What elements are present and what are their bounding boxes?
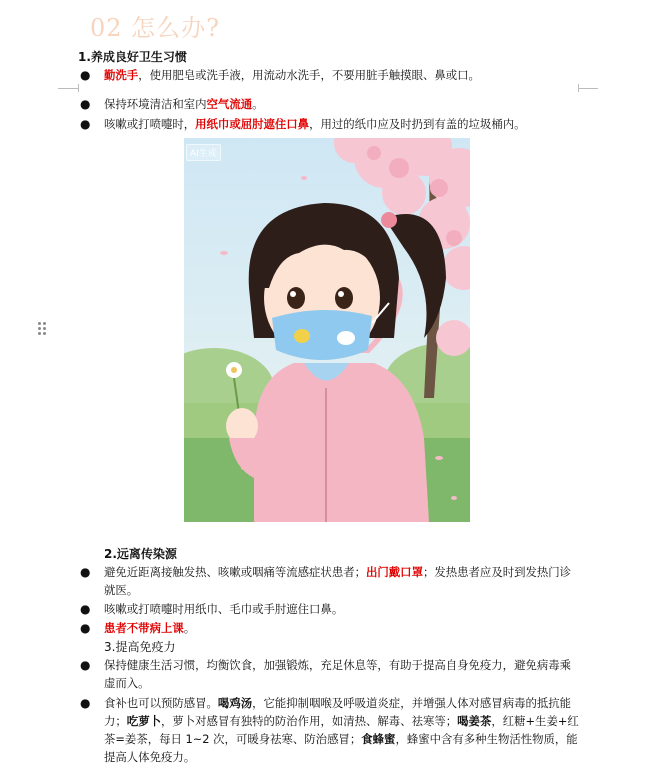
item-text: 咳嗽或打喷嚏时用纸巾、毛巾或手肘遮住口鼻。 bbox=[104, 602, 344, 616]
bullet-icon: ● bbox=[80, 658, 91, 672]
list-item bbox=[80, 563, 580, 599]
item-text: ，它能抑制咽喉及呼吸道炎症，并增强人体对感冒病毒的抵抗能力； bbox=[104, 696, 572, 728]
margin-mark bbox=[58, 88, 78, 89]
list-item bbox=[80, 694, 580, 766]
bullet-icon: ● bbox=[80, 97, 91, 111]
section-heading-hygiene: 1.养成良好卫生习惯 bbox=[78, 50, 187, 64]
bullet-icon: ● bbox=[80, 621, 91, 635]
margin-mark bbox=[78, 84, 79, 92]
emphasis-text: 患者不带病上课 bbox=[104, 621, 184, 635]
item-text: 咳嗽或打喷嚏时， bbox=[104, 117, 196, 131]
emphasis-text: 出门戴口罩 bbox=[366, 565, 423, 579]
girl-with-mask-illustration bbox=[184, 138, 470, 522]
emphasis-text: 用纸巾或屈肘遮住口鼻 bbox=[195, 117, 310, 131]
emphasis-text: 喝鸡汤 bbox=[217, 696, 253, 710]
item-text: 保持环境清洁和室内 bbox=[104, 97, 207, 111]
margin-mark bbox=[578, 84, 579, 92]
item-text: 。 bbox=[183, 621, 196, 635]
list-item bbox=[80, 115, 580, 133]
item-text: ，萝卜对感冒有独特的防治作用，如清热、解毒、祛寒等； bbox=[160, 714, 458, 728]
item-text: 食补也可以预防感冒。 bbox=[104, 696, 218, 710]
item-text: ；发热患者应及时到发热门诊就医。 bbox=[104, 565, 572, 597]
list-item bbox=[80, 619, 580, 637]
emphasis-text: 食蜂蜜 bbox=[361, 732, 396, 746]
ai-generated-badge: AI生成 bbox=[186, 144, 221, 161]
item-text: 避免近距离接触发热、咳嗽或咽痛等流感症状患者； bbox=[104, 565, 366, 579]
item-text: ，红糖+生姜+红茶=姜茶，每日 1~2 次，可暖身祛寒、防治感冒； bbox=[104, 714, 579, 746]
item-text: ，使用肥皂或洗手液，用流动水洗手，不要用脏手触摸眼、鼻或口。 bbox=[138, 68, 480, 82]
bullet-icon: ● bbox=[80, 117, 91, 131]
emphasis-text: 喝姜茶 bbox=[457, 714, 492, 728]
item-text: ，用过的纸巾应及时扔到有盖的垃圾桶内。 bbox=[309, 117, 526, 131]
bullet-icon: ● bbox=[80, 602, 91, 616]
bullet-icon: ● bbox=[80, 565, 91, 579]
item-text: 保持健康生活习惯，均衡饮食，加强锻炼，充足休息等，有助于提高自身免疫力，避免病毒乘虚而入。 bbox=[104, 658, 572, 690]
drag-handle-icon[interactable] bbox=[38, 322, 48, 338]
list-item bbox=[80, 95, 580, 113]
section-heading-immunity: 3.提高免疫力 bbox=[104, 640, 176, 654]
margin-mark bbox=[578, 88, 598, 89]
list-item bbox=[80, 66, 580, 84]
bullet-icon: ● bbox=[80, 68, 91, 82]
item-text: 。 bbox=[252, 97, 264, 111]
emphasis-text: 空气流通 bbox=[206, 97, 253, 111]
item-text: ，蜂蜜中含有多种生物活性物质，能提高人体免疫力。 bbox=[104, 732, 578, 764]
section-heading-avoid-source: 2.远离传染源 bbox=[104, 547, 177, 561]
bullet-icon: ● bbox=[80, 696, 91, 710]
list-item bbox=[80, 656, 580, 692]
illustration-image bbox=[184, 138, 470, 522]
emphasis-text: 勤洗手 bbox=[104, 68, 139, 82]
list-item bbox=[80, 600, 580, 618]
page-title: 02 怎么办? bbox=[90, 14, 221, 42]
emphasis-text: 吃萝卜 bbox=[126, 714, 161, 728]
